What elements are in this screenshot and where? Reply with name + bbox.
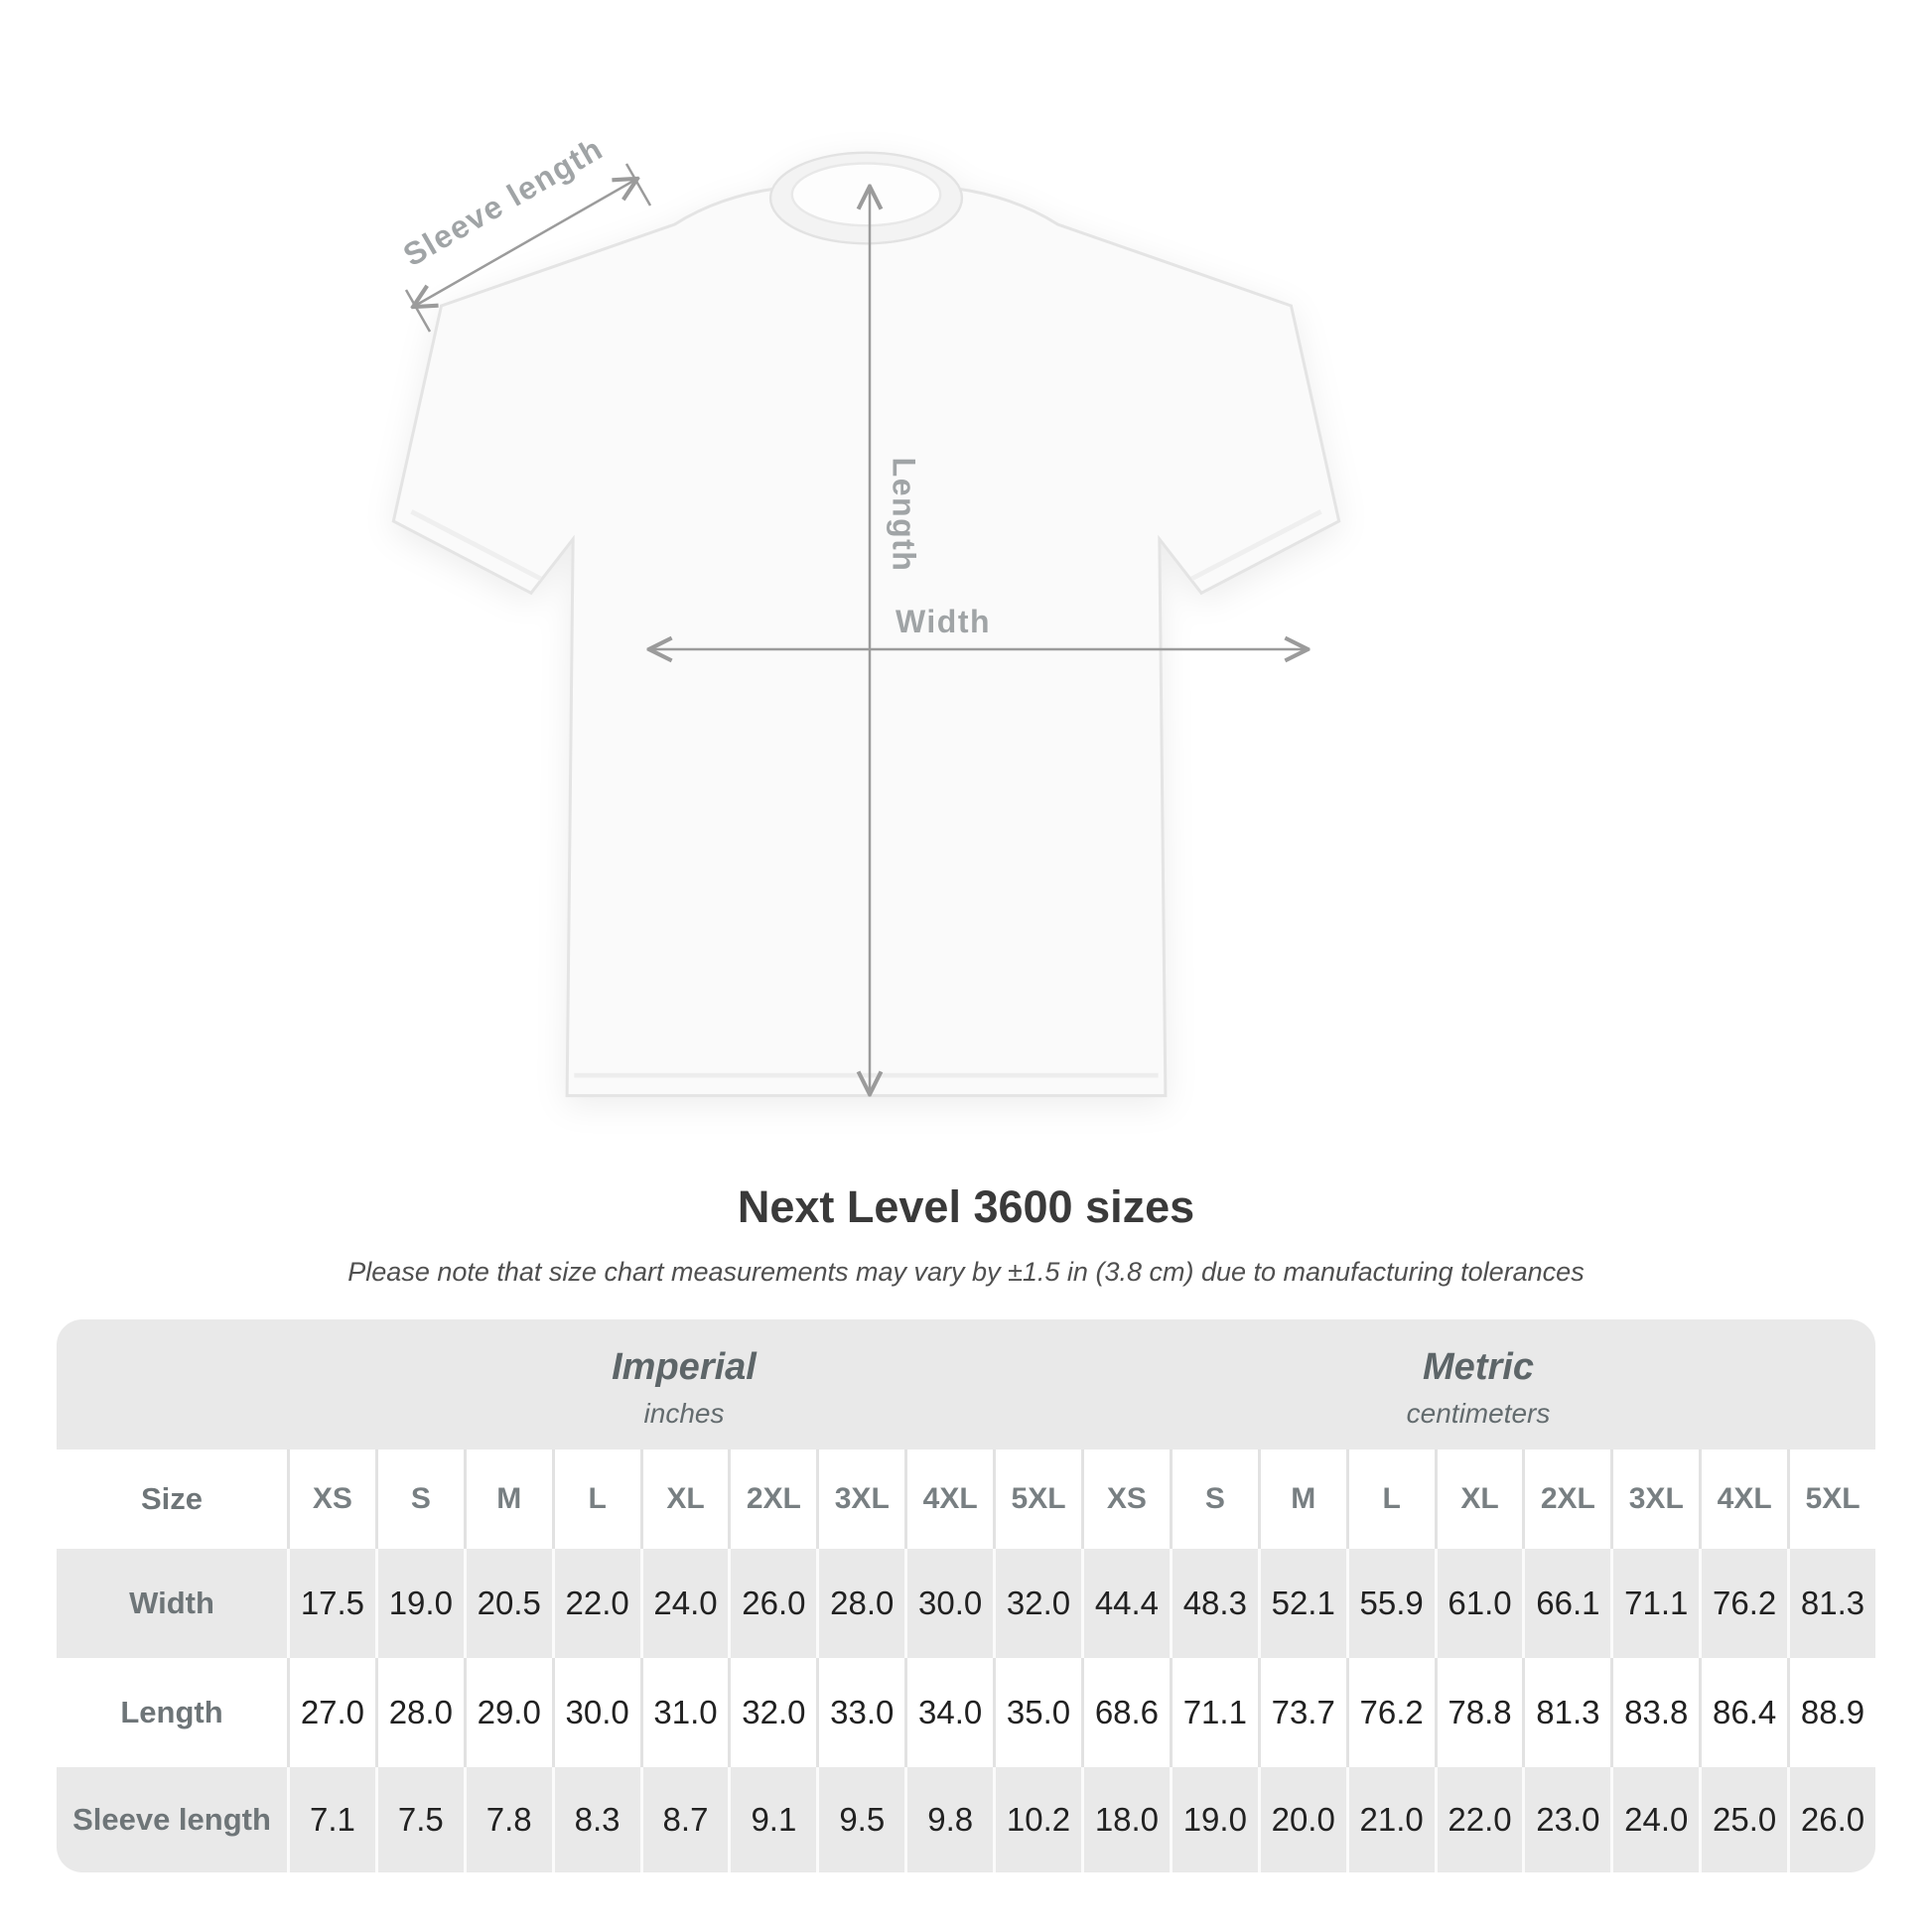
width-value: 30.0 xyxy=(904,1549,993,1658)
sleeve-value: 10.2 xyxy=(993,1767,1081,1872)
unit-header-spacer xyxy=(57,1319,287,1449)
sleeve-row-label: Sleeve length xyxy=(72,1802,271,1837)
size-col-header: M xyxy=(1258,1449,1346,1549)
sleeve-value: 9.1 xyxy=(728,1767,816,1872)
size-col-header: 5XL xyxy=(1787,1449,1875,1549)
metric-title: Metric xyxy=(1423,1345,1534,1388)
size-col-header: 5XL xyxy=(993,1449,1081,1549)
width-value: 28.0 xyxy=(816,1549,904,1658)
width-value: 81.3 xyxy=(1787,1549,1875,1658)
sleeve-value: 19.0 xyxy=(1170,1767,1258,1872)
sleeve-value: 9.8 xyxy=(904,1767,993,1872)
width-value: 32.0 xyxy=(993,1549,1081,1658)
sleeve-value: 23.0 xyxy=(1522,1767,1610,1872)
sleeve-value: 26.0 xyxy=(1787,1767,1875,1872)
length-row xyxy=(57,1658,1875,1767)
sleeve-value: 21.0 xyxy=(1346,1767,1435,1872)
tolerance-note: Please note that size chart measurements may vary by ±1.5 in (3.8 cm) due to manufacturing tolerances xyxy=(347,1257,1585,1287)
length-value: 68.6 xyxy=(1081,1658,1170,1767)
length-value: 81.3 xyxy=(1522,1658,1610,1767)
length-value: 86.4 xyxy=(1699,1658,1787,1767)
collar-inner xyxy=(792,164,940,226)
length-value: 31.0 xyxy=(640,1658,729,1767)
width-value: 48.3 xyxy=(1170,1549,1258,1658)
width-value: 24.0 xyxy=(640,1549,729,1658)
size-col-header: 2XL xyxy=(728,1449,816,1549)
sleeve-value: 24.0 xyxy=(1610,1767,1699,1872)
size-header-label: Size xyxy=(140,1481,204,1516)
length-value: 32.0 xyxy=(728,1658,816,1767)
length-value: 35.0 xyxy=(993,1658,1081,1767)
sleeve-value: 7.8 xyxy=(464,1767,552,1872)
page-title: Next Level 3600 sizes xyxy=(737,1181,1195,1232)
length-value: 27.0 xyxy=(287,1658,375,1767)
width-value: 61.0 xyxy=(1435,1549,1523,1658)
sleeve-value: 7.1 xyxy=(287,1767,375,1872)
length-label: Length xyxy=(886,457,922,573)
sleeve-length-label: Sleeve length xyxy=(396,130,610,274)
length-value: 29.0 xyxy=(464,1658,552,1767)
width-value: 52.1 xyxy=(1258,1549,1346,1658)
imperial-unit: inches xyxy=(643,1397,725,1429)
length-value: 88.9 xyxy=(1787,1658,1875,1767)
width-row xyxy=(57,1549,1875,1658)
width-value: 44.4 xyxy=(1081,1549,1170,1658)
tshirt-body xyxy=(393,189,1338,1096)
unit-header-row xyxy=(57,1319,1875,1449)
metric-unit: centimeters xyxy=(1406,1397,1551,1429)
size-col-header: 4XL xyxy=(904,1449,993,1549)
length-value: 76.2 xyxy=(1346,1658,1435,1767)
size-col-header: 3XL xyxy=(1610,1449,1699,1549)
size-col-header: 4XL xyxy=(1699,1449,1787,1549)
sleeve-value: 8.7 xyxy=(640,1767,729,1872)
size-col-header: L xyxy=(552,1449,640,1549)
width-value: 22.0 xyxy=(552,1549,640,1658)
sleeve-value: 25.0 xyxy=(1699,1767,1787,1872)
imperial-title: Imperial xyxy=(612,1345,757,1388)
width-row-label: Width xyxy=(129,1586,214,1620)
size-table xyxy=(57,1319,1875,1872)
size-col-header: XS xyxy=(1081,1449,1170,1549)
sleeve-length-row xyxy=(57,1767,1875,1872)
sleeve-value: 8.3 xyxy=(552,1767,640,1872)
width-value: 19.0 xyxy=(375,1549,464,1658)
length-value: 83.8 xyxy=(1610,1658,1699,1767)
metric-header xyxy=(1081,1319,1875,1449)
imperial-header xyxy=(287,1319,1081,1449)
width-value: 76.2 xyxy=(1699,1549,1787,1658)
sleeve-value: 7.5 xyxy=(375,1767,464,1872)
width-value: 55.9 xyxy=(1346,1549,1435,1658)
size-col-header: 3XL xyxy=(816,1449,904,1549)
size-col-header: XS xyxy=(287,1449,375,1549)
sleeve-value: 22.0 xyxy=(1435,1767,1523,1872)
length-value: 33.0 xyxy=(816,1658,904,1767)
sleeve-value: 18.0 xyxy=(1081,1767,1170,1872)
width-value: 26.0 xyxy=(728,1549,816,1658)
length-value: 34.0 xyxy=(904,1658,993,1767)
length-value: 78.8 xyxy=(1435,1658,1523,1767)
size-col-header: M xyxy=(464,1449,552,1549)
size-col-header: S xyxy=(1170,1449,1258,1549)
size-header-row xyxy=(57,1449,1875,1549)
size-col-header: L xyxy=(1346,1449,1435,1549)
length-value: 73.7 xyxy=(1258,1658,1346,1767)
size-col-header: XL xyxy=(1435,1449,1523,1549)
size-col-header: 2XL xyxy=(1522,1449,1610,1549)
length-row-label: Length xyxy=(120,1695,223,1729)
width-value: 20.5 xyxy=(464,1549,552,1658)
length-value: 28.0 xyxy=(375,1658,464,1767)
width-label: Width xyxy=(895,604,992,639)
sleeve-value: 20.0 xyxy=(1258,1767,1346,1872)
size-col-header: XL xyxy=(640,1449,729,1549)
width-value: 17.5 xyxy=(287,1549,375,1658)
length-value: 30.0 xyxy=(552,1658,640,1767)
length-value: 71.1 xyxy=(1170,1658,1258,1767)
size-col-header: S xyxy=(375,1449,464,1549)
width-value: 71.1 xyxy=(1610,1549,1699,1658)
sleeve-value: 9.5 xyxy=(816,1767,904,1872)
width-value: 66.1 xyxy=(1522,1549,1610,1658)
